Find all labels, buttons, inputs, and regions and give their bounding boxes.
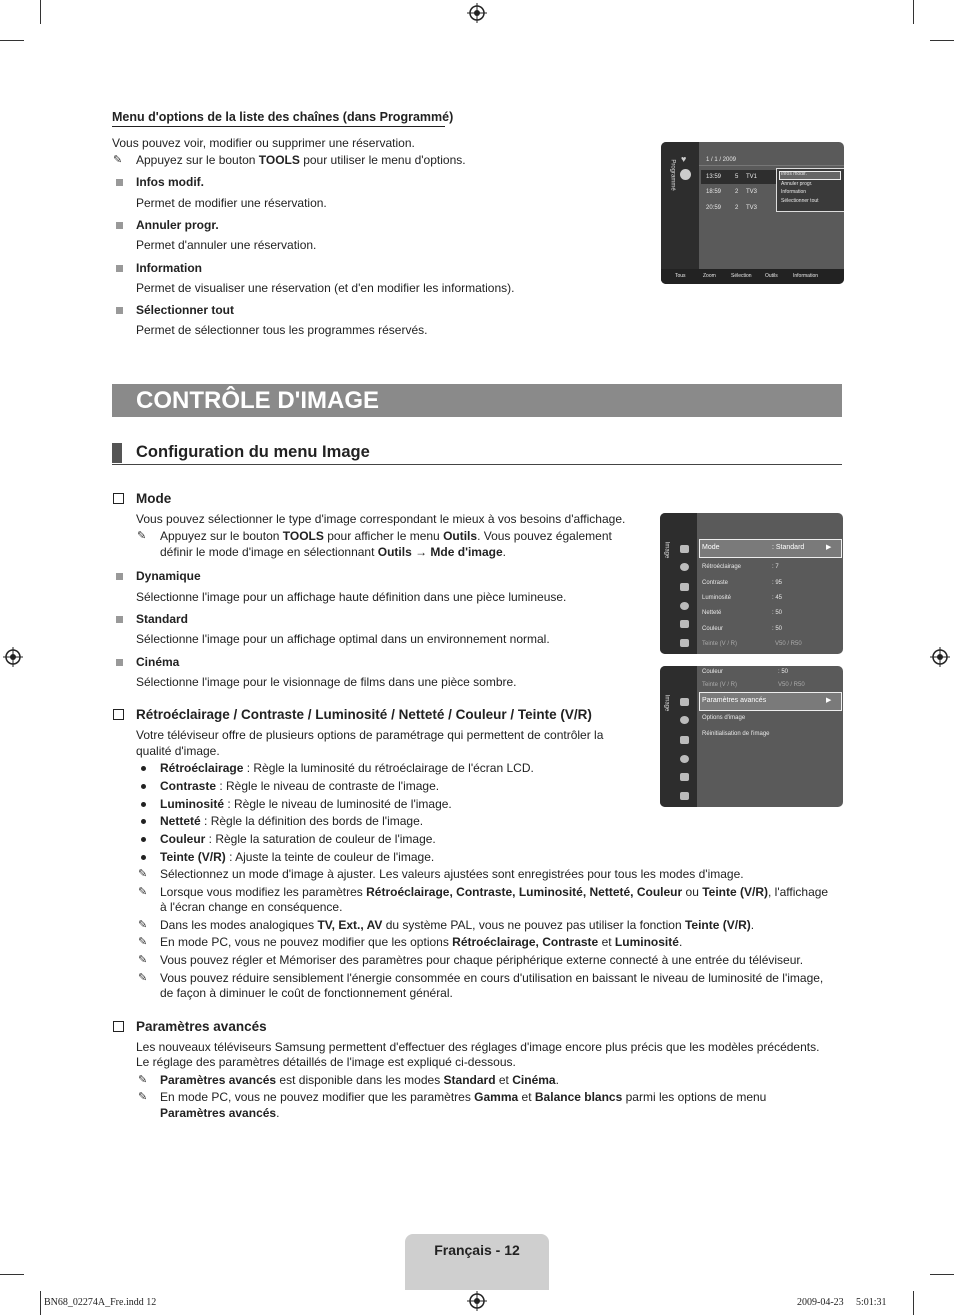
sound-icon	[680, 563, 689, 571]
osd-image-menu-screenshot: Image Mode : Standard ▶ Rétroéclairage : 7 Contraste : 95 Luminosité : 45 Netteté : 50 Couleur : 50 Teinte (V / R) V50 / R50	[660, 513, 843, 654]
note-text: En mode PC, vous ne pouvez modifier que les options Rétroéclairage, Contraste et Luminosité.	[160, 935, 683, 949]
note-icon: ✎	[113, 154, 123, 166]
note-text: Lorsque vous modifiez les paramètres Rétroéclairage, Contraste, Luminosité, Netteté, Couleur ou Teinte (V/R), l'affichage	[160, 885, 829, 899]
section-intro: Vous pouvez voir, modifier ou supprimer une réservation.	[112, 136, 415, 150]
channel-icon	[680, 583, 689, 591]
item-square-icon	[116, 307, 123, 314]
note-text: En mode PC, vous ne pouvez modifier que les paramètres Gamma et Balance blancs parmi les options de menu	[160, 1090, 767, 1104]
note-icon: ✎	[138, 868, 148, 880]
footer-filename: BN68_02274A_Fre.indd 12	[44, 1297, 157, 1308]
note-text: Vous pouvez réduire sensiblement l'énergie consommée en cours d'utilisation en baissant le niveau de luminosité de l'image,	[160, 971, 824, 985]
note-text: de façon à diminuer le coût de fonctionnement général.	[160, 986, 453, 1000]
arrow-right-icon: ▶	[826, 544, 832, 551]
note-text: Appuyez sur le bouton TOOLS pour utiliser le menu d'options.	[136, 153, 466, 167]
note-icon: ✎	[138, 886, 148, 898]
item-desc: Permet de visualiser une réservation (et d'en modifier les informations).	[136, 281, 515, 295]
crop-mark	[40, 0, 41, 24]
retro-intro: qualité d'image.	[136, 744, 220, 758]
picture-icon	[680, 698, 689, 706]
adv-intro: Le réglage des paramètres détaillés de l'image est expliqué ci-dessous.	[136, 1055, 516, 1069]
note-icon: ✎	[138, 1074, 148, 1086]
osd-schedule-screenshot: Programmé ♥ 1 / 1 / 2009 13:59 5 TV1 18:59 2 TV3 20:59 2 TV3 Infos modif. Annuler progr. Information Sélectionner tout Tous Zoom Sélection Outils Information	[661, 142, 844, 284]
crop-mark	[40, 1291, 41, 1315]
bullet-text: Couleur : Règle la saturation de couleur de l'image.	[160, 832, 436, 846]
item-title: Sélectionner tout	[136, 303, 235, 317]
item-square-icon	[116, 265, 123, 272]
note-icon: ✎	[138, 919, 148, 931]
bullet-text: Teinte (V/R) : Ajuste la teinte de couleur de l'image.	[160, 850, 435, 864]
adv-intro: Les nouveaux téléviseurs Samsung permettent d'effectuer des réglages d'image encore plus précis que les modèles précédents.	[136, 1040, 820, 1054]
retro-title: Rétroéclairage / Contraste / Luminosité / Netteté / Couleur / Teinte (V/R)	[136, 707, 592, 722]
item-desc: Sélectionne l'image pour un affichage optimal dans un environnement normal.	[136, 632, 550, 646]
retro-intro: Votre téléviseur offre de plusieurs options de paramétrage qui permettent de contrôler la	[136, 728, 604, 742]
osd-side-label: Image	[663, 541, 670, 559]
mode-note-line2: définir le mode d'image en sélectionnant Outils → Mde d'image.	[160, 545, 506, 559]
picture-icon	[680, 545, 689, 553]
mode-title: Mode	[136, 491, 172, 506]
crop-mark	[913, 1291, 914, 1315]
item-title: Information	[136, 261, 202, 275]
bullet-icon	[141, 802, 146, 807]
item-title: Cinéma	[136, 655, 180, 669]
item-square-icon	[116, 222, 123, 229]
item-desc: Permet de modifier une réservation.	[136, 196, 327, 210]
crop-mark	[0, 1274, 24, 1275]
osd-side-label: Image	[663, 694, 670, 712]
item-title: Dynamique	[136, 569, 201, 583]
mode-note-line1: Appuyez sur le bouton TOOLS pour afficher le menu Outils. Vous pouvez également	[160, 529, 612, 543]
registration-mark-icon	[930, 647, 950, 667]
osd-sidebar	[660, 666, 697, 807]
osd-sidebar	[660, 513, 697, 654]
sound-icon	[680, 716, 689, 724]
bullet-text: Luminosité : Règle le niveau de luminosité de l'image.	[160, 797, 452, 811]
section-heading: Menu d'options de la liste des chaînes (dans Programmé)	[112, 110, 454, 124]
subheading: Configuration du menu Image	[136, 443, 370, 461]
osd-side-label: Programmé	[669, 159, 676, 191]
item-desc: Sélectionne l'image pour le visionnage de films dans une pièce sombre.	[136, 675, 517, 689]
item-square-icon	[116, 659, 123, 666]
input-icon	[680, 773, 689, 781]
registration-mark-icon	[467, 1291, 487, 1311]
support-icon	[680, 792, 689, 800]
footer-date: 2009-04-23	[797, 1297, 844, 1308]
adv-title: Paramètres avancés	[136, 1019, 267, 1034]
osd-selected-row	[699, 539, 842, 558]
osd-sidebar	[661, 142, 699, 284]
item-title: Annuler progr.	[136, 218, 219, 232]
subheading-rule	[112, 464, 842, 465]
item-square-icon	[116, 179, 123, 186]
note-icon: ✎	[138, 1091, 148, 1103]
item-title: Standard	[136, 612, 189, 626]
checkbox-icon	[113, 493, 124, 504]
section-banner	[112, 384, 842, 417]
item-desc: Permet d'annuler une réservation.	[136, 238, 317, 252]
page-number-tab	[405, 1234, 549, 1290]
bullet-icon	[141, 766, 146, 771]
bullet-icon	[141, 837, 146, 842]
note-icon: ✎	[138, 936, 148, 948]
item-desc: Permet de sélectionner tous les programmes réservés.	[136, 323, 428, 337]
bullet-icon	[141, 819, 146, 824]
channel-icon	[680, 736, 689, 744]
registration-mark-icon	[3, 647, 23, 667]
bullet-text: Contraste : Règle le niveau de contraste de l'image.	[160, 779, 440, 793]
heading-underline	[112, 126, 445, 127]
registration-mark-icon	[467, 3, 487, 23]
tools-note-icon: ✎	[137, 530, 147, 542]
note-text: à l'écran change en conséquence.	[160, 900, 343, 914]
note-icon: ✎	[138, 954, 148, 966]
subheading-bar	[112, 443, 122, 463]
osd-advanced-menu-screenshot: Image Couleur : 50 Teinte (V / R) V50 / R50 Paramètres avancés ▶ Options d'image Réinitialisation de l'image	[660, 666, 843, 807]
arrow-right-icon: ▶	[826, 697, 832, 704]
bullet-icon	[141, 855, 146, 860]
note-icon: ✎	[138, 972, 148, 984]
item-desc: Sélectionne l'image pour un affichage haute définition dans une pièce lumineuse.	[136, 590, 567, 604]
note-text: Paramètres avancés.	[160, 1106, 280, 1120]
mode-intro: Vous pouvez sélectionner le type d'image correspondant le mieux à vos besoins d'affichage.	[136, 512, 626, 526]
checkbox-icon	[113, 1021, 124, 1032]
item-title: Infos modif.	[136, 175, 204, 189]
bullet-text: Rétroéclairage : Règle la luminosité du rétroéclairage de l'écran LCD.	[160, 761, 534, 775]
heart-icon: ♥	[681, 154, 687, 164]
crop-mark	[0, 40, 24, 41]
crop-mark	[930, 40, 954, 41]
checkbox-icon	[113, 709, 124, 720]
support-icon	[680, 639, 689, 647]
item-square-icon	[116, 616, 123, 623]
clock-icon	[680, 169, 691, 180]
footer-time: 5:01:31	[856, 1297, 887, 1308]
input-icon	[680, 620, 689, 628]
page-label: Français - 12	[434, 1242, 520, 1258]
setup-gear-icon	[680, 755, 689, 763]
setup-gear-icon	[680, 602, 689, 610]
note-text: Sélectionnez un mode d'image à ajuster. Les valeurs ajustées sont enregistrées pour tous les modes d'image.	[160, 867, 744, 881]
note-text: Vous pouvez régler et Mémoriser des paramètres pour chaque périphérique externe connecté à une entrée du téléviseur.	[160, 953, 804, 967]
bullet-text: Netteté : Règle la définition des bords de l'image.	[160, 814, 424, 828]
crop-mark	[913, 0, 914, 24]
note-text: Dans les modes analogiques TV, Ext., AV du système PAL, vous ne pouvez pas utiliser la fonction Teinte (V/R).	[160, 918, 755, 932]
banner-title: CONTRÔLE D'IMAGE	[136, 387, 380, 414]
note-text: Paramètres avancés est disponible dans les modes Standard et Cinéma.	[160, 1073, 559, 1087]
item-square-icon	[116, 573, 123, 580]
bullet-icon	[141, 784, 146, 789]
osd-options-popup: Infos modif. Annuler progr. Information Sélectionner tout	[776, 168, 844, 212]
crop-mark	[930, 1274, 954, 1275]
osd-date: 1 / 1 / 2009	[706, 157, 737, 163]
